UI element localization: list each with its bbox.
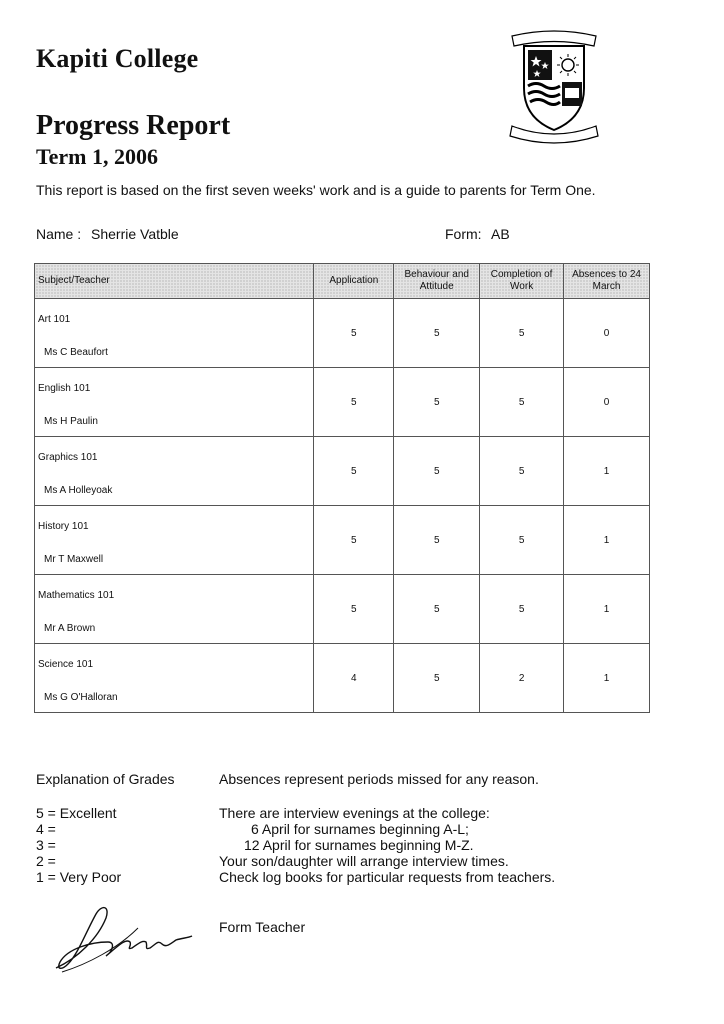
absences-count: 1 bbox=[564, 575, 650, 644]
subject-name: Science 101 bbox=[38, 659, 94, 670]
completion-grade: 5 bbox=[480, 575, 564, 644]
subject-cell bbox=[35, 437, 314, 506]
behaviour-grade: 5 bbox=[394, 299, 480, 368]
grade-key-line: 1 = Very Poor bbox=[36, 869, 122, 885]
application-grade: 4 bbox=[314, 644, 394, 713]
table-row bbox=[35, 437, 650, 506]
table-row bbox=[35, 644, 650, 713]
teacher-name: Ms H Paulin bbox=[44, 416, 98, 427]
completion-grade: 5 bbox=[480, 299, 564, 368]
subject-name: Mathematics 101 bbox=[38, 590, 115, 601]
interview-date-line: 6 April for surnames beginning A-L; bbox=[251, 821, 469, 837]
table-row bbox=[35, 368, 650, 437]
header-completion: Completion of Work bbox=[480, 264, 564, 299]
term-label: Term 1, 2006 bbox=[36, 144, 159, 169]
logbooks-note: Check log books for particular requests from teachers. bbox=[219, 869, 556, 885]
school-name: Kapiti College bbox=[36, 44, 199, 73]
behaviour-grade: 5 bbox=[394, 506, 480, 575]
application-grade: 5 bbox=[314, 368, 394, 437]
grade-key-line: 2 = bbox=[36, 853, 56, 869]
application-grade: 5 bbox=[314, 437, 394, 506]
grades-table bbox=[34, 263, 650, 713]
interview-intro: There are interview evenings at the college: bbox=[219, 805, 490, 821]
form-value: AB bbox=[491, 226, 510, 242]
table-header-row bbox=[35, 264, 650, 299]
table-row bbox=[35, 299, 650, 368]
form-label: Form: bbox=[445, 226, 482, 242]
teacher-name: Mr T Maxwell bbox=[44, 554, 104, 565]
grade-key-line: 5 = Excellent bbox=[36, 805, 117, 821]
application-grade: 5 bbox=[314, 299, 394, 368]
subject-cell bbox=[35, 644, 314, 713]
form-teacher-label: Form Teacher bbox=[219, 919, 306, 935]
intro-text: This report is based on the first seven weeks' work and is a guide to parents for Term One. bbox=[36, 182, 596, 198]
absences-note: Absences represent periods missed for any reason. bbox=[219, 771, 539, 787]
teacher-name: Ms G O'Halloran bbox=[44, 692, 118, 703]
subject-name: History 101 bbox=[38, 521, 89, 532]
behaviour-grade: 5 bbox=[394, 368, 480, 437]
table-row bbox=[35, 506, 650, 575]
college-crest-logo bbox=[506, 26, 602, 144]
behaviour-grade: 5 bbox=[394, 575, 480, 644]
name-label: Name : bbox=[36, 226, 82, 242]
arrange-note: Your son/daughter will arrange interview times. bbox=[219, 853, 509, 869]
teacher-name: Mr A Brown bbox=[44, 623, 96, 634]
grade-key-line: 4 = bbox=[36, 821, 56, 837]
grade-key-line: 3 = bbox=[36, 837, 56, 853]
application-grade: 5 bbox=[314, 506, 394, 575]
behaviour-grade: 5 bbox=[394, 437, 480, 506]
absences-count: 1 bbox=[564, 437, 650, 506]
absences-count: 0 bbox=[564, 368, 650, 437]
subject-cell bbox=[35, 575, 314, 644]
header-application: Application bbox=[314, 264, 394, 299]
teacher-signature bbox=[48, 898, 198, 978]
teacher-name: Ms C Beaufort bbox=[44, 347, 108, 358]
application-grade: 5 bbox=[314, 575, 394, 644]
subject-cell bbox=[35, 368, 314, 437]
absences-count: 0 bbox=[564, 299, 650, 368]
subject-name: Art 101 bbox=[38, 314, 71, 325]
header-absences: Absences to 24 March bbox=[564, 264, 650, 299]
absences-count: 1 bbox=[564, 644, 650, 713]
completion-grade: 5 bbox=[480, 368, 564, 437]
completion-grade: 5 bbox=[480, 506, 564, 575]
report-title: Progress Report bbox=[36, 110, 231, 141]
student-name: Sherrie Vatble bbox=[91, 226, 179, 242]
explanation-title: Explanation of Grades bbox=[36, 771, 175, 787]
interview-date-line: 12 April for surnames beginning M-Z. bbox=[244, 837, 474, 853]
subject-name: English 101 bbox=[38, 383, 91, 394]
behaviour-grade: 5 bbox=[394, 644, 480, 713]
teacher-name: Ms A Holleyoak bbox=[44, 485, 113, 496]
absences-count: 1 bbox=[564, 506, 650, 575]
completion-grade: 5 bbox=[480, 437, 564, 506]
header-behaviour: Behaviour and Attitude bbox=[394, 264, 480, 299]
header-subject-teacher: Subject/Teacher bbox=[35, 264, 314, 299]
subject-cell bbox=[35, 506, 314, 575]
completion-grade: 2 bbox=[480, 644, 564, 713]
subject-name: Graphics 101 bbox=[38, 452, 98, 463]
subject-cell bbox=[35, 299, 314, 368]
table-row bbox=[35, 575, 650, 644]
